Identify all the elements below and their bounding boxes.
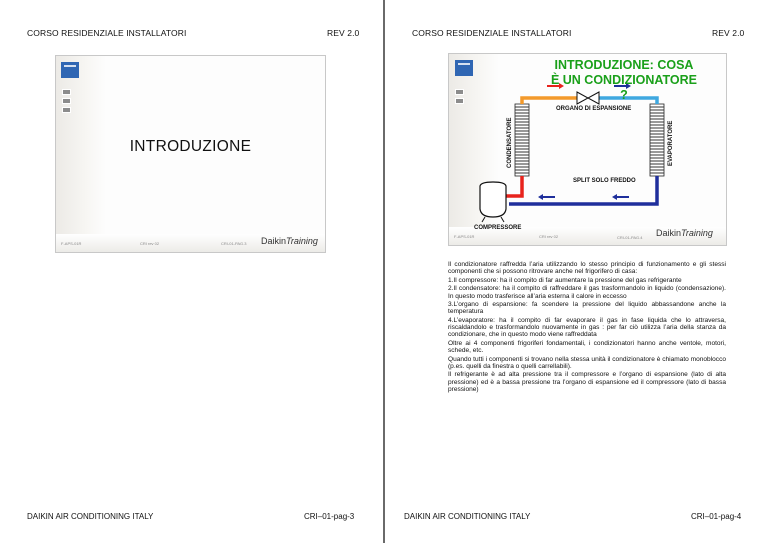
flow-arrow-return-right — [612, 194, 629, 200]
label-evaporator: EVAPORATORE — [668, 120, 674, 166]
flow-arrow-return-left — [538, 194, 555, 200]
right-page — [385, 0, 768, 543]
paragraph: Il condizionatore raffredda l’aria utilizzando lo stesso principio di funzionamento e gli stessi componenti che si possono ritrovare anche nel frigorifero di casa: — [448, 261, 726, 276]
footer-page-number: CRI–01-pag-4 — [691, 512, 742, 521]
left-page — [0, 0, 383, 543]
header-rev: REV 2.0 — [712, 28, 745, 38]
label-compressor: COMPRESSORE — [474, 225, 522, 231]
product-icon — [62, 107, 71, 113]
paragraph: 2.Il condensatore: ha il compito di raffreddare il gas trasformandolo in liquido (condensazione). In questo modo trasferisce all’aria esterna il calore in eccesso — [448, 285, 726, 300]
evaporator-coil — [650, 104, 664, 176]
paragraph: Oltre ai 4 componenti frigoriferi fondamentali, i condizionatori hanno anche ventole, motori, schede, etc. — [448, 339, 726, 355]
header-title: CORSO RESIDENZIALE INSTALLATORI — [412, 28, 572, 38]
compressor-icon — [480, 182, 506, 222]
header-rev: REV 2.0 — [327, 28, 360, 38]
slide-introduzione — [55, 55, 326, 253]
slide-title: INTRODUZIONE — [129, 138, 252, 155]
footer-page-number: CRI–01-pag-3 — [304, 512, 355, 521]
slide-title: INTRODUZIONE: COSA È UN CONDIZIONATORE ? — [550, 58, 698, 102]
condenser-coil — [515, 104, 529, 176]
product-icon — [62, 89, 71, 95]
slide-footer-page: CRI-01-PAG.3 — [221, 241, 247, 246]
label-condenser: CONDENSATORE — [507, 117, 513, 168]
paragraph: 3.L’organo di espansione: fa scendere la pressione del liquido abbassandone anche la temperatura — [448, 301, 726, 316]
label-expansion: ORGANO DI ESPANSIONE — [556, 106, 632, 112]
label-split: SPLIT SOLO FREDDO — [573, 178, 636, 184]
paragraph: Il refrigerante è ad alta pressione tra il compressore e l’organo di espansione (lato di alta pressione) ed è a bassa pressione tra l’organo di espansione ed il compressore (lato di bassa pressione) — [448, 371, 726, 394]
paragraph: Quando tutti i componenti si trovano nella stessa unità il condizionatore è chiamato monoblocco (p.es. quelli da finestra o quelli carrellabili). — [448, 355, 726, 370]
slide-footer-page: CRI-01-PAG.4 — [617, 235, 643, 240]
footer-company: DAIKIN AIR CONDITIONING ITALY — [27, 512, 154, 521]
slide-footer-code: F-APS-01R — [454, 234, 475, 239]
footer-company: DAIKIN AIR CONDITIONING ITALY — [404, 512, 531, 521]
paragraph: 4.L’evaporatore: ha il compito di far evaporare il gas in fase liquida che lo attraversa, riscaldandolo e trasformandolo nuovamente in gas : per far ciò utilizza l’aria della stanza da condizionare, che in questo modo viene raffreddata — [448, 316, 726, 339]
explanatory-text — [448, 261, 726, 395]
paragraph: 1.Il compressore: ha il compito di far aumentare la pressione del gas refrigerante — [448, 276, 682, 284]
header-title: CORSO RESIDENZIALE INSTALLATORI — [27, 28, 187, 38]
daikin-training-logo: DaikinTraining — [656, 228, 713, 238]
daikin-logo-icon — [61, 62, 79, 78]
slide-footer-rev: CRI rev 02 — [140, 241, 160, 246]
product-icon — [62, 98, 71, 104]
slide-footer-rev: CRI rev 02 — [539, 234, 559, 239]
daikin-training-logo: DaikinTraining — [261, 236, 318, 246]
slide-cosa-e-un-condizionatore — [448, 53, 727, 246]
slide-footer-code: F-APS-01R — [61, 241, 82, 246]
